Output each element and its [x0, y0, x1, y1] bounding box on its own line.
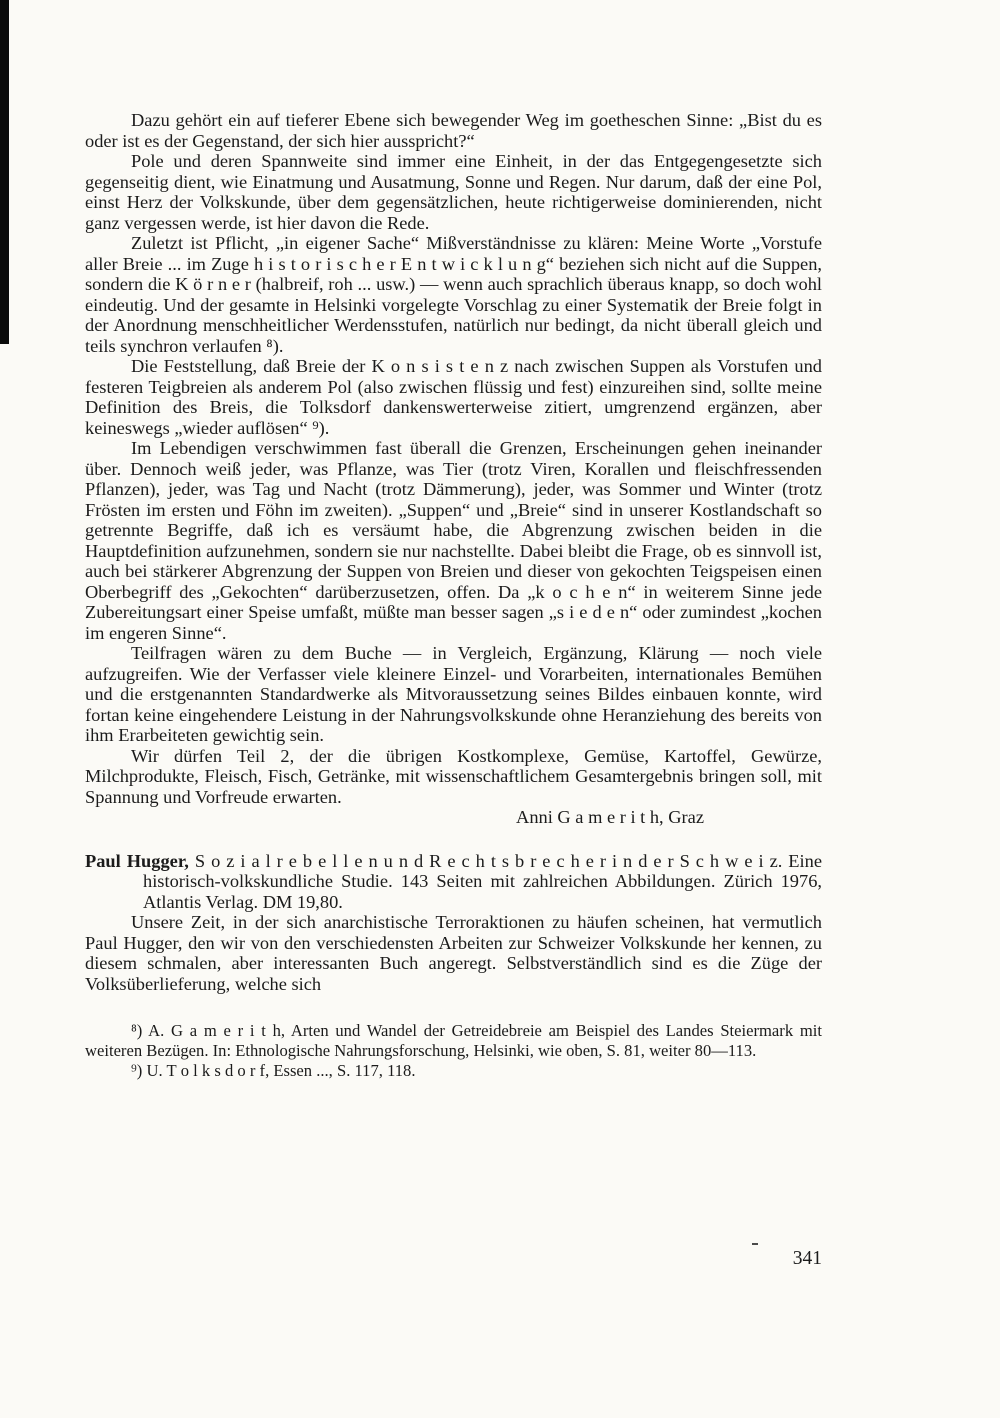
paragraph: Pole und deren Spannweite sind immer eine Einheit, in der das Entgegengesetzte sich gegenseitig dient, wie Einatmung und Ausatmung, Sonne und Regen. Nur darum, daß der eine Pol, einst Herz der Volkskunde, über dem gegensätzlichen, heute richtigerweise dominierenden, nicht ganz vergessen werde, ist hier davon die Rede.: [85, 151, 822, 233]
footnote-9: ⁹) U. T o l k s d o r f, Essen ..., S. 117, 118.: [131, 1060, 416, 1080]
paragraph: Teilfragen wären zu dem Buche — in Vergleich, Ergänzung, Klärung — noch viele aufzugreifen. Wie der Verfasser viele kleinere Einzel- und Vorarbeiten, internationales Bemühen und die erstgenannten Standardwerke als Mitvoraussetzung seines Bildes einbauen konnte, wird fortan keine eingehendere Leistung in der Nahrungsvolkskunde ohne Heranziehung des bereits von ihm Erarbeiteten gewichtig sein.: [85, 643, 822, 745]
paragraph: Im Lebendigen verschwimmen fast überall die Grenzen, Erscheinungen gehen ineinander über. Dennoch weiß jeder, was Pflanze, was Tier (trotz Viren, Korallen und fleischfressenden Pflanzen), jeder, was Tag und Nacht (trotz Dämmerung), jeder, was Sommer und Winter (trotz Frösten im ersten und Föhn im zweiten). „Suppen“ und „Breie“ sind in unserer Kostlandschaft so getrennte Begriffe, daß ich es versäumt habe, die Abgrenzung zwischen beiden in die Hauptdefinition aufzunehmen, sondern sie nur nachstellte. Dabei bleibt die Frage, ob es sinnvoll ist, auch bei stärkerer Abgrenzung der Suppen von Breien und dieser von gekochten Teigspeisen einen Oberbegriff des „Gekochten“ darüberzusetzen, offen. Da „k o c h e n“ in weiterem Sinne jede Zubereitungsart einer Speise umfaßt, müßte man besser sagen „s i e d e n“ oder zumindest „kochen im engeren Sinne“.: [85, 438, 822, 643]
review-title: S o z i a l r e b e l l e n u n d R e c h t s b r e c h e r i n d e r S c h w e i z. Eine historisch-volkskundliche Studie. 143 Seiten mit zahlreichen Abbildungen. Zürich 1976, Atlantis Verlag. DM 19,80.: [143, 850, 822, 912]
review-author: Paul Hugger,: [85, 850, 189, 871]
scan-speck-artifact: [752, 1243, 758, 1245]
review-hugger: [85, 851, 822, 995]
page-text-block: [85, 110, 822, 1080]
paragraph: Unsere Zeit, in der sich anarchistische Terroraktionen zu häufen scheinen, hat vermutlich Paul Hugger, den wir von den verschiedensten Arbeiten zur Schweizer Volkskunde her kennen, zu diesem schmalen, aber interessanten Buch angeregt. Selbstverständlich sind es die Züge der Volksüberlieferung, welche sich: [85, 912, 822, 994]
paragraph: Zuletzt ist Pflicht, „in eigener Sache“ Mißverständnisse zu klären: Meine Worte „Vorstufe aller Breie ... im Zuge h i s t o r i s c h e r E n t w i c k l u n g“ beziehen sich nicht auf die Suppen, sondern die K ö r n e r (halbreif, roh ... usw.) — wenn auch sprachlich überaus knapp, so doch wohl eindeutig. Und der gesamte in Helsinki vorgelegte Vorschlag zu einer Systematik der Breie folgt in der Anordnung menschheitlicher Werdensstufen, natürlich nur bedingt, da nicht überall gleich und teils synchron verlaufen ⁸).: [85, 233, 822, 356]
page-number: 341: [792, 1248, 822, 1269]
review-heading: [85, 851, 822, 913]
paragraph: Wir dürfen Teil 2, der die übrigen Kostkomplexe, Gemüse, Kartoffel, Gewürze, Milchprodukte, Fleisch, Fisch, Getränke, mit wissenschaftlichem Gesamtergebnis bringen soll, mit Spannung und Vorfreude erwarten.: [85, 745, 822, 807]
paragraph: Dazu gehört ein auf tieferer Ebene sich bewegender Weg im goetheschen Sinne: „Bist du es oder ist es der Gegenstand, der sich hier ausspricht?“: [85, 110, 822, 151]
reviewer-signature: Anni G a m e r i t h, Graz: [516, 807, 704, 827]
footnote-8: ⁸) A. G a m e r i t h, Arten und Wandel der Getreidebreie am Beispiel des Landes Steiermark mit weiteren Bezügen. In: Ethnologische Nahrungsforschung, Helsinki, wie oben, S. 81, weiter 80—113.: [85, 1021, 822, 1060]
footnotes: [85, 1021, 822, 1080]
review-gamerith-conclusion: [85, 110, 822, 828]
paragraph: Die Feststellung, daß Breie der K o n s i s t e n z nach zwischen Suppen als Vorstufen und festeren Teigbreien als anderem Pol (also zwischen flüssig und fest) einzureihen sind, sollte meine Definition des Breis, die Tolksdorf dankenswerterweise zitiert, umgrenzend ergänzen, aber keineswegs „wieder auflösen“ ⁹).: [85, 356, 822, 438]
scan-edge-artifact: [0, 0, 9, 344]
